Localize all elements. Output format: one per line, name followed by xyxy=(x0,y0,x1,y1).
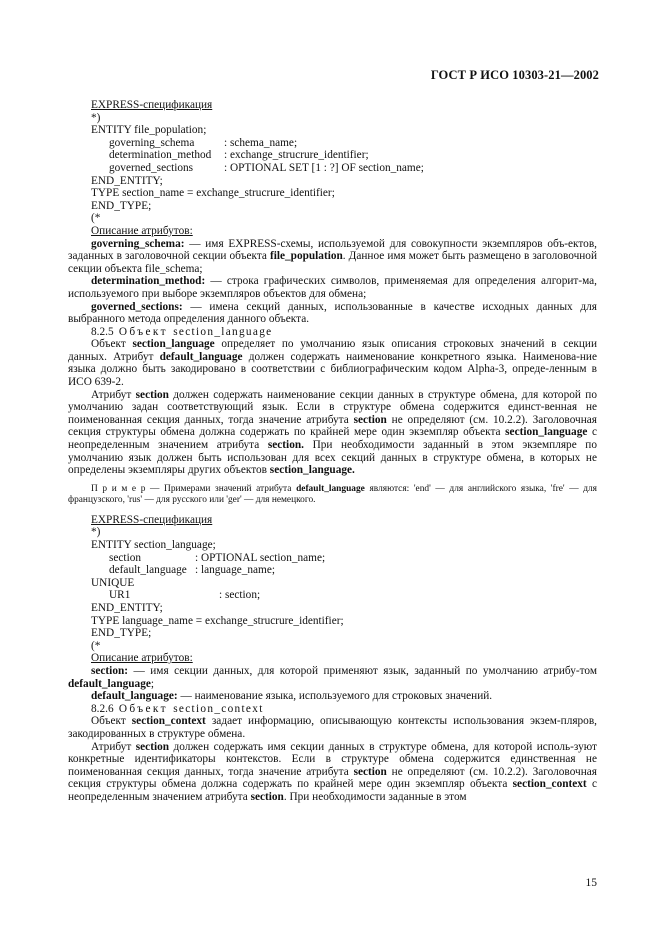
paragraph: Атрибут section должен содержать имя секции данных в структуре обмена, для которой исполь-зуют конкретные идентификаторы контекстов. Если в структуре обмена содержится единственная не поименованная секция данных, тогда значение атрибута section не определяют (см. 10.2.2). Заголовочная секция структуры обмена должна содержать по крайней мере один экземпляр объекта section_context с неопределенным значением атрибута section. При необходимости заданные в этом xyxy=(68,740,597,803)
attr-line xyxy=(68,162,597,175)
attr-desc-label: Описание атрибутов: xyxy=(91,652,193,665)
desc-governing-schema: governing_schema: — имя EXPRESS-схемы, используемой для совокупности экземпляров объ-ектов, заданных в заголовочной секции объекта file_population. Данное имя может быть размещено в заголовочной секции объекта file_schema; xyxy=(68,237,597,275)
attr-line xyxy=(68,552,597,565)
end-type: END_TYPE; xyxy=(91,627,152,640)
desc-governed-sections: governed_sections: — имена секций данных, использованные в качестве исходных данных для выбранного метода определения данного объекта. xyxy=(68,300,597,326)
desc-section: section: — имя секции данных, для которой применяют язык, заданный по умолчанию атрибу-том default_language; xyxy=(68,664,597,690)
page-number: 15 xyxy=(585,877,597,889)
type-declaration: TYPE language_name = exchange_strucrure_identifier; xyxy=(91,614,344,627)
attr-name: governed_sections xyxy=(109,161,194,174)
page-content xyxy=(68,99,597,803)
term: default_language: xyxy=(91,690,178,703)
term: section: xyxy=(91,664,129,677)
attr-type: : schema_name; xyxy=(224,136,298,149)
unique-rule xyxy=(68,589,597,602)
entity-declaration: ENTITY section_language; xyxy=(91,539,216,551)
section-heading-826: 8.2.6 Объект section_context xyxy=(91,702,264,715)
unique-keyword: UNIQUE xyxy=(91,576,135,589)
comment-close: (* xyxy=(91,639,101,652)
rule-value: : section; xyxy=(219,589,261,602)
end-entity: END_ENTITY; xyxy=(91,601,163,614)
paragraph: Объект section_language определяет по умолчанию язык описания строковых значений в секции данных. Атрибут default_language должен содержать наименование конкретного языка. Наименова-ние языка должно быть закодировано в соответствии с библиографическим кодом Alpha-3, опреде-ленным в ИСО 639-2. xyxy=(68,338,597,389)
desc-default-language: default_language: — наименование языка, используемого для строковых значений. xyxy=(91,690,493,703)
attr-type: : language_name; xyxy=(195,564,275,577)
attr-desc-label: Описание атрибутов: xyxy=(91,224,193,237)
page-header: ГОСТ Р ИСО 10303-21—2002 xyxy=(430,68,599,82)
attr-name: default_language xyxy=(109,564,187,577)
comment-open: *) xyxy=(91,526,101,539)
attr-type: : OPTIONAL SET [1 : ?] OF section_name; xyxy=(224,161,424,174)
attr-name: governing_schema xyxy=(109,136,195,149)
express-spec-label: EXPRESS-спецификация xyxy=(91,99,213,111)
rule-name: UR1 xyxy=(109,589,131,602)
term: determination_method: xyxy=(91,275,206,288)
attr-name: determination_method xyxy=(109,149,212,162)
attr-type: : exchange_strucrure_identifier; xyxy=(224,149,369,162)
desc-determination-method: determination_method: — строка графических символов, применяемая для определения алгорит-ма, используемого при выборе экземпляров объектов для обмена; xyxy=(68,275,597,300)
attr-line xyxy=(68,149,597,162)
paragraph: Объект section_context задает информацию, описывающую контексты использования экзем-пляров, закодированных в структуре обмена. xyxy=(68,715,597,740)
attr-line xyxy=(68,564,597,577)
entity-declaration: ENTITY file_population; xyxy=(91,124,207,137)
attr-type: : OPTIONAL section_name; xyxy=(195,551,326,564)
attr-name: section xyxy=(109,551,141,564)
example-note: П р и м е р — Примерами значений атрибута default_language являются: 'end' — для английского языка, 'fre' — для французского, 'rus' — для русского или 'ger' — для немецкого. xyxy=(68,483,597,505)
end-type: END_TYPE; xyxy=(91,199,152,212)
term: governed_sections: xyxy=(91,300,183,313)
paragraph: Атрибут section должен содержать наименование секции данных в структуре обмена, для которой по умолчанию задан соответствующий язык. Если в структуре обмена содержится единст-венная не поименованная секция данных, тогда значение атрибута section не определяют (см. 10.2.2). Заголовочная секция структуры обмена должна содержать по крайней мере один экземпляр объекта section_language с неопределенным значением атрибута section. При необходимости заданный в этом экземпляре по умолчанию язык должен быть использован для всех секций данных в структуре обмена, в которых не определены экземпляры других объектов section_language. xyxy=(68,388,597,477)
comment-close: (* xyxy=(91,212,101,225)
end-entity: END_ENTITY; xyxy=(91,174,163,187)
section-heading-825: 8.2.5 Объект section_language xyxy=(91,325,273,338)
express-spec-label: EXPRESS-спецификация xyxy=(91,513,213,526)
comment-open: *) xyxy=(91,111,101,124)
term: governing_schema: xyxy=(91,237,185,250)
attr-line xyxy=(68,137,597,150)
type-declaration: TYPE section_name = exchange_strucrure_identifier; xyxy=(91,187,335,200)
